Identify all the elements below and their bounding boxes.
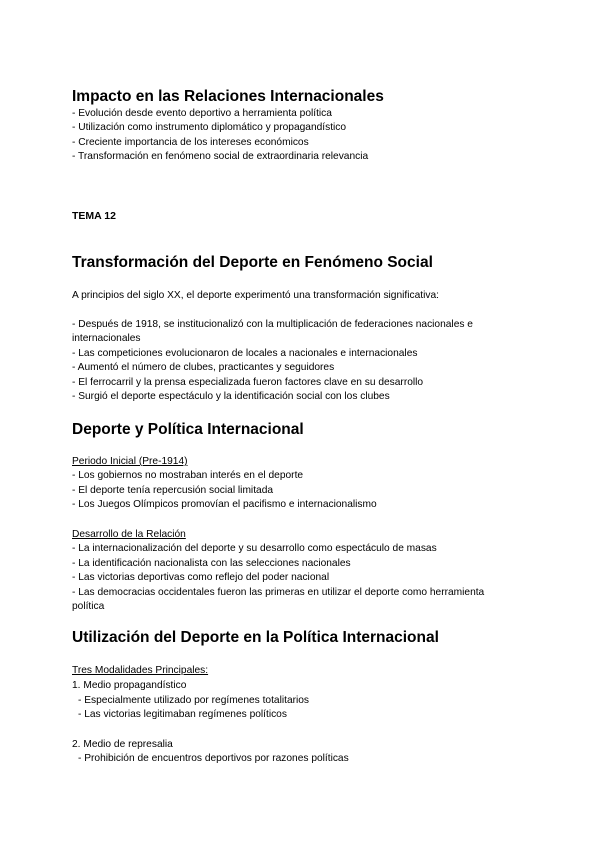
list-item: - Las competiciones evolucionaron de locales a nacionales e internacionales — [72, 348, 418, 359]
list-item: - Utilización como instrumento diplomático y propagandístico — [72, 122, 347, 133]
list-item: - Especialmente utilizado por regímenes totalitarios — [78, 695, 310, 706]
list-item: - Las victorias legitimaban regímenes políticos — [78, 709, 287, 720]
list-item: - Surgió el deporte espectáculo y la identificación social con los clubes — [72, 391, 390, 402]
numbered-item: 2. Medio de represalia — [72, 739, 173, 750]
list-item: - Creciente importancia de los intereses económicos — [72, 137, 309, 148]
section-heading-utilizacion: Utilización del Deporte en la Política Internacional — [72, 629, 439, 646]
list-item: - Después de 1918, se institucionalizó con la multiplicación de federaciones nacionales e — [72, 319, 473, 330]
list-item: - Prohibición de encuentros deportivos por razones políticas — [78, 753, 349, 764]
list-item: - Transformación en fenómeno social de extraordinaria relevancia — [72, 151, 369, 162]
list-item-continuation: política — [72, 601, 105, 612]
list-item: - El deporte tenía repercusión social limitada — [72, 485, 274, 496]
list-item: - Las victorias deportivas como reflejo del poder nacional — [72, 572, 330, 583]
list-item: - La internacionalización del deporte y su desarrollo como espectáculo de masas — [72, 543, 437, 554]
list-item: - Los Juegos Olímpicos promovían el pacifismo e internacionalismo — [72, 499, 377, 510]
intro-paragraph: A principios del siglo XX, el deporte experimentó una transformación significativa: — [72, 290, 439, 301]
list-item: - Aumentó el número de clubes, practicantes y seguidores — [72, 362, 335, 373]
list-item: - El ferrocarril y la prensa especializada fueron factores clave en su desarrollo — [72, 377, 424, 388]
list-item: - La identificación nacionalista con las selecciones nacionales — [72, 558, 351, 569]
list-item: - Los gobiernos no mostraban interés en el deporte — [72, 470, 304, 481]
tema-label: TEMA 12 — [72, 210, 116, 222]
numbered-item: 1. Medio propagandístico — [72, 680, 187, 691]
list-item-continuation: internacionales — [72, 333, 141, 344]
list-item: - Evolución desde evento deportivo a herramienta política — [72, 108, 332, 119]
list-item: - Las democracias occidentales fueron las primeras en utilizar el deporte como herramienta — [72, 587, 485, 598]
subheading-periodo-inicial: Periodo Inicial (Pre-1914) — [72, 456, 188, 467]
section-heading-transformacion: Transformación del Deporte en Fenómeno Social — [72, 254, 433, 271]
section-heading-impacto: Impacto en las Relaciones Internacionales — [72, 88, 384, 105]
subheading-modalidades: Tres Modalidades Principales: — [72, 665, 209, 676]
section-heading-deporte-politica: Deporte y Política Internacional — [72, 421, 304, 438]
subheading-desarrollo: Desarrollo de la Relación — [72, 529, 186, 540]
